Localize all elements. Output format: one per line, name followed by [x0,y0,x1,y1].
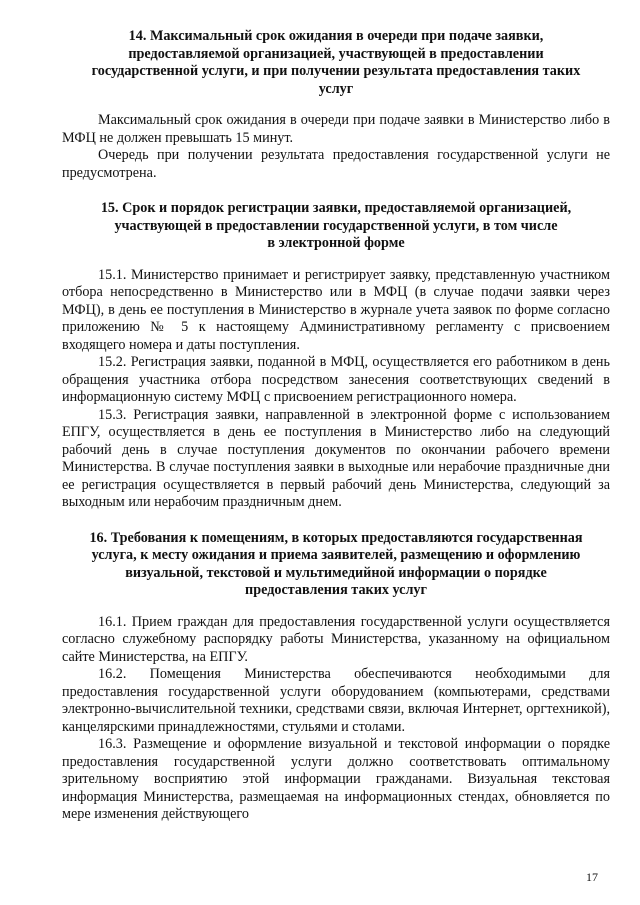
paragraph: 16.2. Помещения Министерства обеспечиваются необходимыми для предоставления государственной услуги оборудованием (компьютерами, средствами электронно-вычислительной техники, средствами связи, включая Интернет, оргтехникой), канцелярскими принадлежностями, стульями и столами. [62,666,610,735]
paragraph: 16.1. Прием граждан для предоставления государственной услуги осуществляется согласно служебному распорядку работы Министерства, указанному на официальном сайте Министерства, на ЕПГУ. [62,613,610,665]
section-15-body [62,267,610,512]
section-14-title [62,28,610,98]
paragraph: 15.1. Министерство принимает и регистрирует заявку, представленную участником отбора непосредственно в Министерство или в МФЦ (в случае подачи заявки через МФЦ), в день ее поступления в Министерство в журнале учета заявок по форме согласно приложению № 5 к настоящему Административному регламенту с присвоением входящего номера и даты поступления. [62,266,610,353]
section-title-line: 16. Требования к помещениям, в которых предоставляются государственная [89,529,583,546]
paragraph: 16.3. Размещение и оформление визуальной и текстовой информации о порядке предоставления государственной услуги должно соответствовать оптимальному зрительному восприятию этой информации гражданами. Визуальная текстовая информация Министерства, размещаемая на информационных стендах, обновляется по мере изменения действующего [62,736,610,822]
paragraph: 15.2. Регистрация заявки, поданной в МФЦ, осуществляется его работником в день обращения участника отбора посредством занесения соответствующих сведений в информационную систему МФЦ с присвоением регистрационного номера. [62,354,610,405]
section-15-title [62,200,610,253]
section-14-body [62,112,610,182]
section-title-line: услуга, к месту ожидания и приема заявителей, размещению и оформлению [91,547,581,563]
paragraph: 15.3. Регистрация заявки, направленной в электронной форме с использованием ЕПГУ, осуществляется в день ее поступления в Министерство либо на следующий рабочий день в случае поступления документов по окончании рабочего времени Министерства. В случае поступления заявки в выходные или нерабочие праздничные дни ее регистрация осуществляется в первый рабочий день Министерства, следующий за выходным или нерабочим праздничным днем. [62,406,610,510]
section-title-line: в электронной форме [267,235,405,251]
section-16-title [62,530,610,600]
section-title-line: услуг [318,80,354,97]
section-title-line: участвующей в предоставлении государственной услуги, в том числе [114,217,558,234]
section-title-line: визуальной, текстовой и мультимедийной информации о порядке [125,564,547,581]
paragraph: Максимальный срок ожидания в очереди при подаче заявки в Министерство либо в МФЦ не должен превышать 15 минут. [62,112,610,146]
section-title-line: предоставляемой организацией, участвующей в предоставлении [128,45,544,62]
section-title-line: 15. Срок и порядок регистрации заявки, предоставляемой организацией, [100,200,572,216]
section-title-line: предоставления таких услуг [245,582,427,598]
document-page [62,28,610,824]
page-number: 17 [586,870,598,884]
section-title-line: государственной услуги, и при получении результата предоставления таких [91,63,581,79]
section-title-line: 14. Максимальный срок ожидания в очереди при подаче заявки, [128,28,544,44]
section-16-body [62,614,610,824]
paragraph: Очередь при получении результата предоставления государственной услуги не предусмотрена. [62,147,610,181]
